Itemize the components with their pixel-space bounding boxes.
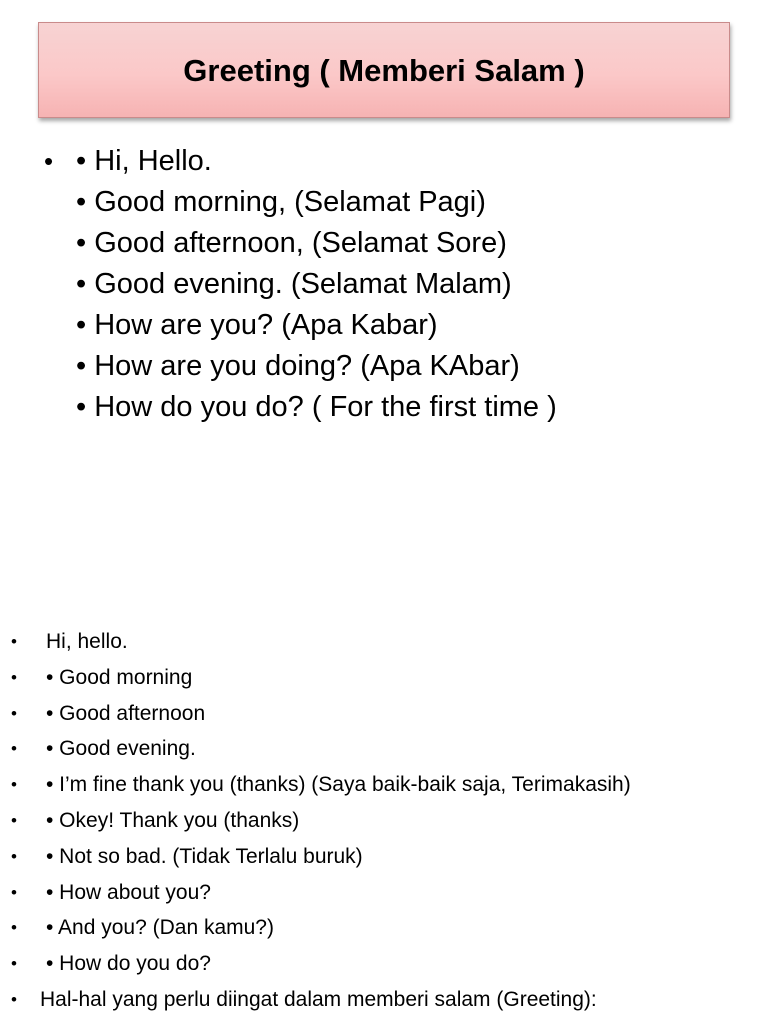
bullet-mark: • bbox=[11, 667, 17, 687]
bullet-mark: • bbox=[11, 846, 17, 866]
bullet-mark: • bbox=[11, 918, 17, 938]
response-text: • How about you? bbox=[46, 880, 211, 904]
greeting-item: • How do you do? ( For the first time ) bbox=[76, 391, 557, 423]
greeting-item: • Good evening. (Selamat Malam) bbox=[76, 268, 512, 300]
title-banner bbox=[38, 22, 730, 118]
response-text: • Good evening. bbox=[46, 737, 196, 761]
bullet-mark: • bbox=[11, 739, 17, 759]
page-title: Greeting ( Memberi Salam ) bbox=[183, 53, 585, 88]
response-text: Hal-hal yang perlu diingat dalam memberi salam (Greeting): bbox=[40, 987, 597, 1011]
bullet-mark: • bbox=[11, 775, 17, 795]
greeting-item: • Good afternoon, (Selamat Sore) bbox=[76, 227, 507, 259]
response-text: • How do you do? bbox=[46, 952, 211, 976]
response-text: • Okey! Thank you (thanks) bbox=[46, 808, 300, 832]
greeting-item: • How are you doing? (Apa KAbar) bbox=[76, 350, 520, 382]
greeting-item: • How are you? (Apa Kabar) bbox=[76, 309, 438, 341]
response-text: • Good afternoon bbox=[46, 701, 206, 725]
greeting-list bbox=[76, 141, 557, 428]
response-text: Hi, hello. bbox=[46, 630, 128, 653]
response-text: • I’m fine thank you (thanks) (Saya baik-baik saja, Terimakasih) bbox=[46, 773, 631, 797]
greeting-item: • Good morning, (Selamat Pagi) bbox=[76, 186, 486, 218]
response-text: • Not so bad. (Tidak Terlalu buruk) bbox=[46, 844, 363, 868]
greeting-item: • Hi, Hello. bbox=[76, 145, 212, 177]
bullet-mark: • bbox=[11, 810, 17, 830]
response-text: • And you? (Dan kamu?) bbox=[46, 916, 274, 940]
response-text: • Good morning bbox=[46, 665, 193, 689]
bullet-mark: • bbox=[11, 882, 17, 902]
outer-bullet: • bbox=[44, 146, 54, 176]
bullet-mark: • bbox=[11, 954, 17, 974]
bullet-mark: • bbox=[11, 989, 17, 1009]
bullet-mark: • bbox=[11, 703, 17, 723]
bullet-mark: • bbox=[11, 632, 17, 651]
